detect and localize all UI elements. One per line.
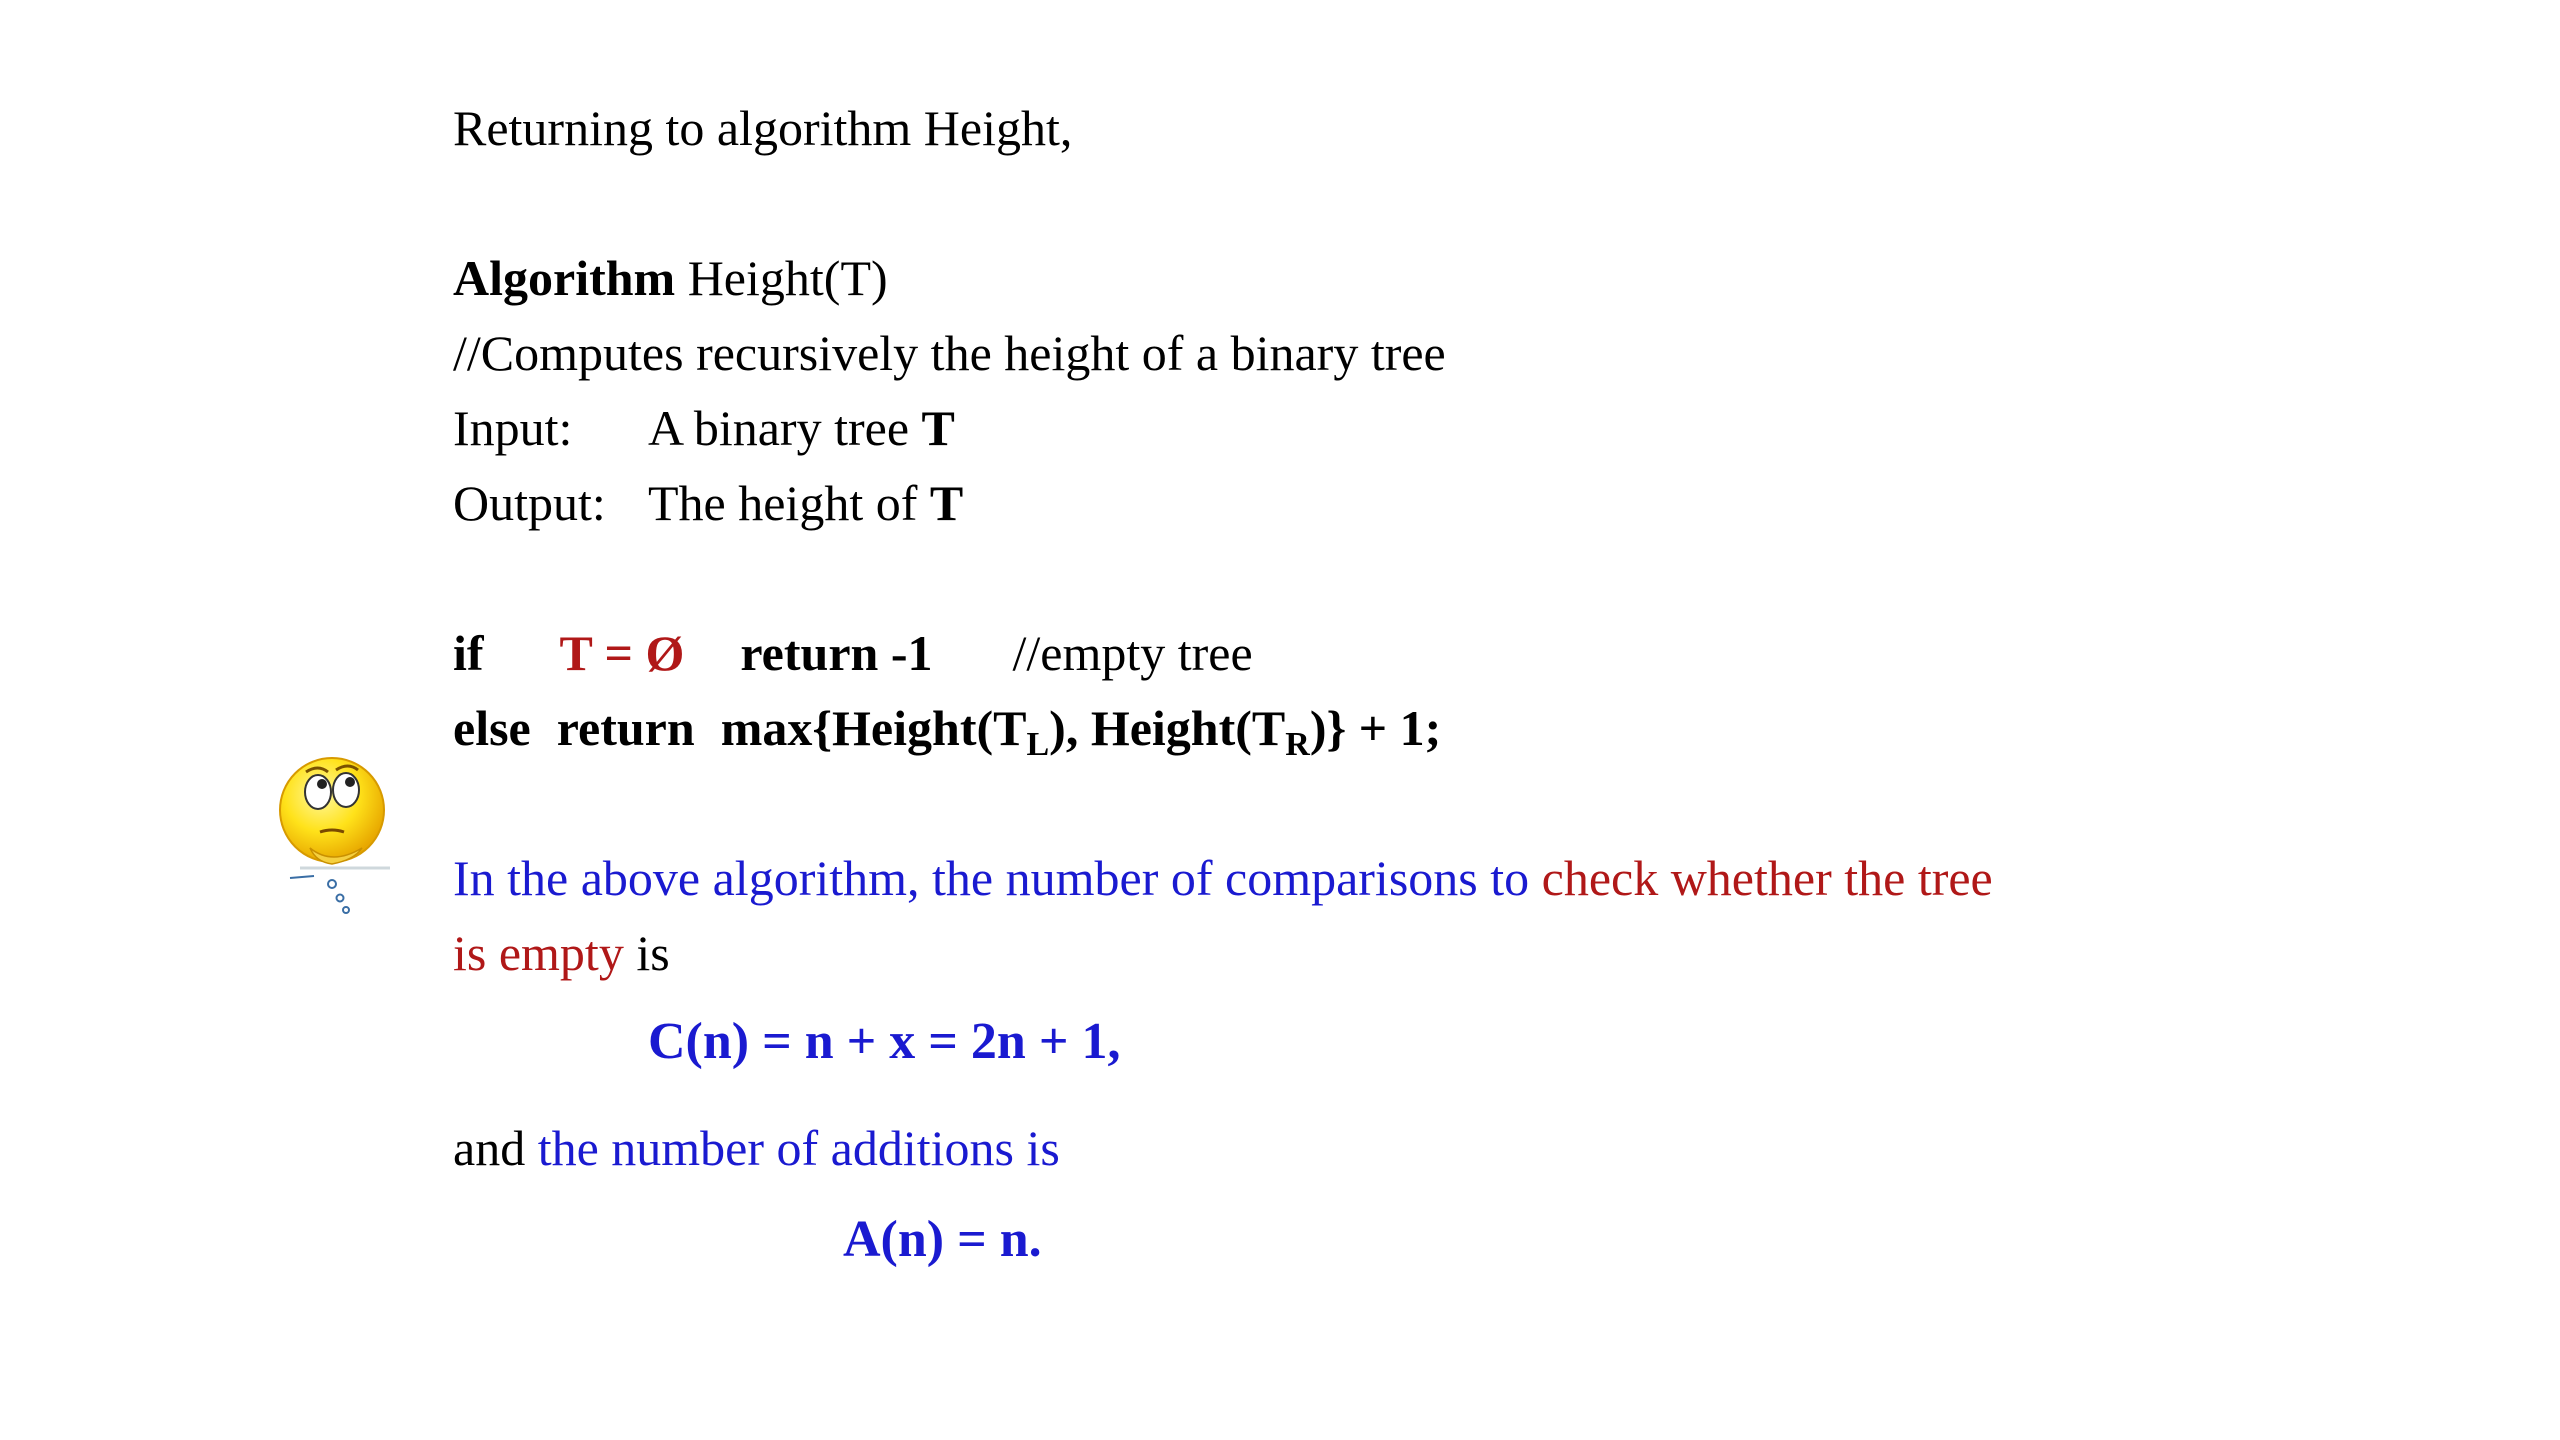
- input-label: Input:: [453, 400, 573, 456]
- output-var: T: [929, 475, 964, 531]
- input-line: [453, 398, 955, 458]
- input-text: A binary tree: [648, 400, 922, 456]
- output-label: Output:: [453, 475, 606, 531]
- if-keyword: if: [453, 625, 484, 681]
- algorithm-comment: //Computes recursively the height of a binary tree: [453, 325, 1446, 381]
- algorithm-header: [453, 248, 888, 308]
- max-suffix: )} + 1;: [1309, 700, 1442, 756]
- if-condition: T = Ø: [559, 625, 685, 681]
- if-comment: //empty tree: [1012, 625, 1253, 681]
- algorithm-keyword: Algorithm: [453, 250, 676, 306]
- max-mid: ), Height(T: [1049, 700, 1286, 756]
- additions-line: [453, 1118, 1060, 1178]
- algorithm-signature: Height(T): [687, 250, 888, 306]
- additions-text: the number of additions is: [537, 1120, 1060, 1176]
- else-line: [453, 698, 1442, 763]
- explanation-part4: is: [623, 925, 670, 981]
- input-var: T: [921, 400, 955, 456]
- if-line: [453, 623, 1253, 683]
- additions-formula: A(n) = n.: [843, 1211, 1042, 1268]
- explanation-line-1: [453, 848, 1993, 908]
- if-return: return -1: [740, 625, 933, 681]
- comparisons-formula: C(n) = n + x = 2n + 1,: [648, 1013, 1121, 1070]
- else-return: return: [556, 700, 695, 756]
- explanation-part1: In the above algorithm, the number of comparisons to: [453, 850, 1542, 906]
- output-text: The height of: [648, 475, 930, 531]
- intro-line: Returning to algorithm Height,: [453, 100, 1073, 156]
- output-line: [453, 473, 963, 533]
- thinking-face-icon: [270, 748, 410, 928]
- max-prefix: max{Height(T: [720, 700, 1027, 756]
- explanation-line-2: [453, 923, 670, 983]
- else-keyword: else: [453, 700, 531, 756]
- explanation-part2: check whether the tree: [1541, 850, 1993, 906]
- explanation-part3: is empty: [453, 925, 624, 981]
- subscript-right: R: [1285, 726, 1310, 763]
- additions-and: and: [453, 1120, 538, 1176]
- subscript-left: L: [1026, 726, 1050, 763]
